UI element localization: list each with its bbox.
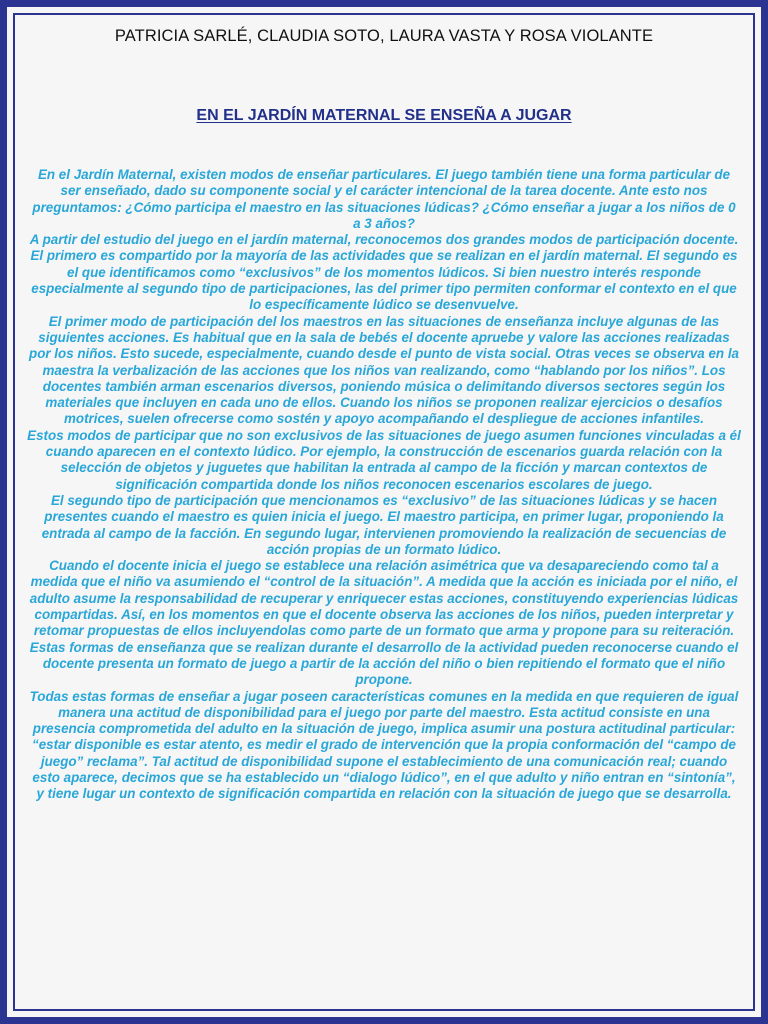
body-paragraph: Cuando el docente inicia el juego se establece una relación asimétrica que va desapareciendo como tal a medida que el niño va asumiendo el “control de la situación”. A medida que la acción es iniciada por el niño, el adulto asume la responsabilidad de recuperar y enriquecer estas acciones, constituyendo experiencias lúdicas compartidas. Así, en los momentos en que el docente observa las acciones de los niños, pueden interpretar y retomar propuestas de ellos incluyendolas como parte de un formato que arma y propone para su reiteración. Estas formas de enseñanza que se realizan durante el desarrollo de la actividad pueden reconocerse cuando el docente presenta un formato de juego a partir de la acción del niño o bien repitiendo el formato que el niño propone. <box>29 558 739 688</box>
body-paragraph: En el Jardín Maternal, existen modos de enseñar particulares. El juego también tiene una forma particular de ser enseñado, dado su componente social y el carácter intencional de la tarea docente. Ante esto nos preguntamos: ¿Cómo participa el maestro en las situaciones lúdicas? ¿Cómo enseñar a jugar a los niños de 0 a 3 años? <box>32 167 736 231</box>
body-paragraph: Todas estas formas de enseñar a jugar poseen características comunes en la medida en que requieren de igual manera una actitud de disponibilidad para el juego por parte del maestro. Esta actitud consiste en una presencia comprometida del adulto en la situación de juego, implica asumir una postura actitudinal particular: “estar disponible es estar atento, es medir el grado de intervención que la propia conformación del “campo de juego” reclama”. Tal actitud de disponibilidad supone el establecimiento de una comunicación real; cuando esto aparece, decimos que se ha establecido un “dialogo lúdico”, en el que adulto y niño entran en “sintonía”, y tiene lugar un contexto de significación compartida en relación con la situación de juego que se desarrolla. <box>29 688 739 802</box>
body-paragraph: El segundo tipo de participación que mencionamos es “exclusivo” de las situaciones lúdicas y se hacen presentes cuando el maestro es quien inicia el juego. El maestro participa, en primer lugar, proponiendo la entrada al campo de la facción. En segundo lugar, intervienen promoviendo la realización de secuencias de acción propias de un formato lúdico. <box>41 492 727 557</box>
document-body <box>27 167 741 803</box>
document-title: EN EL JARDÍN MATERNAL SE ENSEÑA A JUGAR <box>196 107 572 124</box>
authors-line: PATRICIA SARLÉ, CLAUDIA SOTO, LAURA VASTA Y ROSA VIOLANTE <box>114 27 654 45</box>
body-paragraph: El primer modo de participación del los maestros en las situaciones de enseñanza incluye algunas de las siguientes acciones. Es habitual que en la sala de bebés el docente apruebe y valore las acciones realizadas por los niños. Esto sucede, especialmente, cuando desde el punto de vista social. Otras veces se observa en la maestra la verbalización de las acciones que los niños van realizando, como “hablando por los niños”. Los docentes también arman escenarios diversos, poniendo música o delimitando diversos sectores según los materiales que incluyen en cada uno de ellos. Cuando los niños se proponen realizar ejercicios o desafíos motrices, suelen ofrecerse como sostén y apoyo acompañando el despliegue de acciones infantiles. <box>29 313 739 427</box>
body-paragraph: Estos modos de participar que no son exclusivos de las situaciones de juego asumen funciones vinculadas a él cuando aparecen en el contexto lúdico. Por ejemplo, la construcción de escenarios guarda relación con la selección de objetos y juguetes que habilitan la entrada al campo de la ficción y marcan contextos de significación compartida donde los niños reconocen escenarios escolares de juego. <box>27 427 741 492</box>
body-paragraph: A partir del estudio del juego en el jardín maternal, reconocemos dos grandes modos de participación docente. El primero es compartido por la mayoría de las actividades que se realizan en el jardín maternal. El segundo es el que identificamos como “exclusivos” de los momentos lúdicos. Si bien nuestro interés responde especialmente al segundo tipo de participaciones, las del primer tipo permiten conformar el contexto en el que lo específicamente lúdico se desenvuelve. <box>29 232 739 313</box>
